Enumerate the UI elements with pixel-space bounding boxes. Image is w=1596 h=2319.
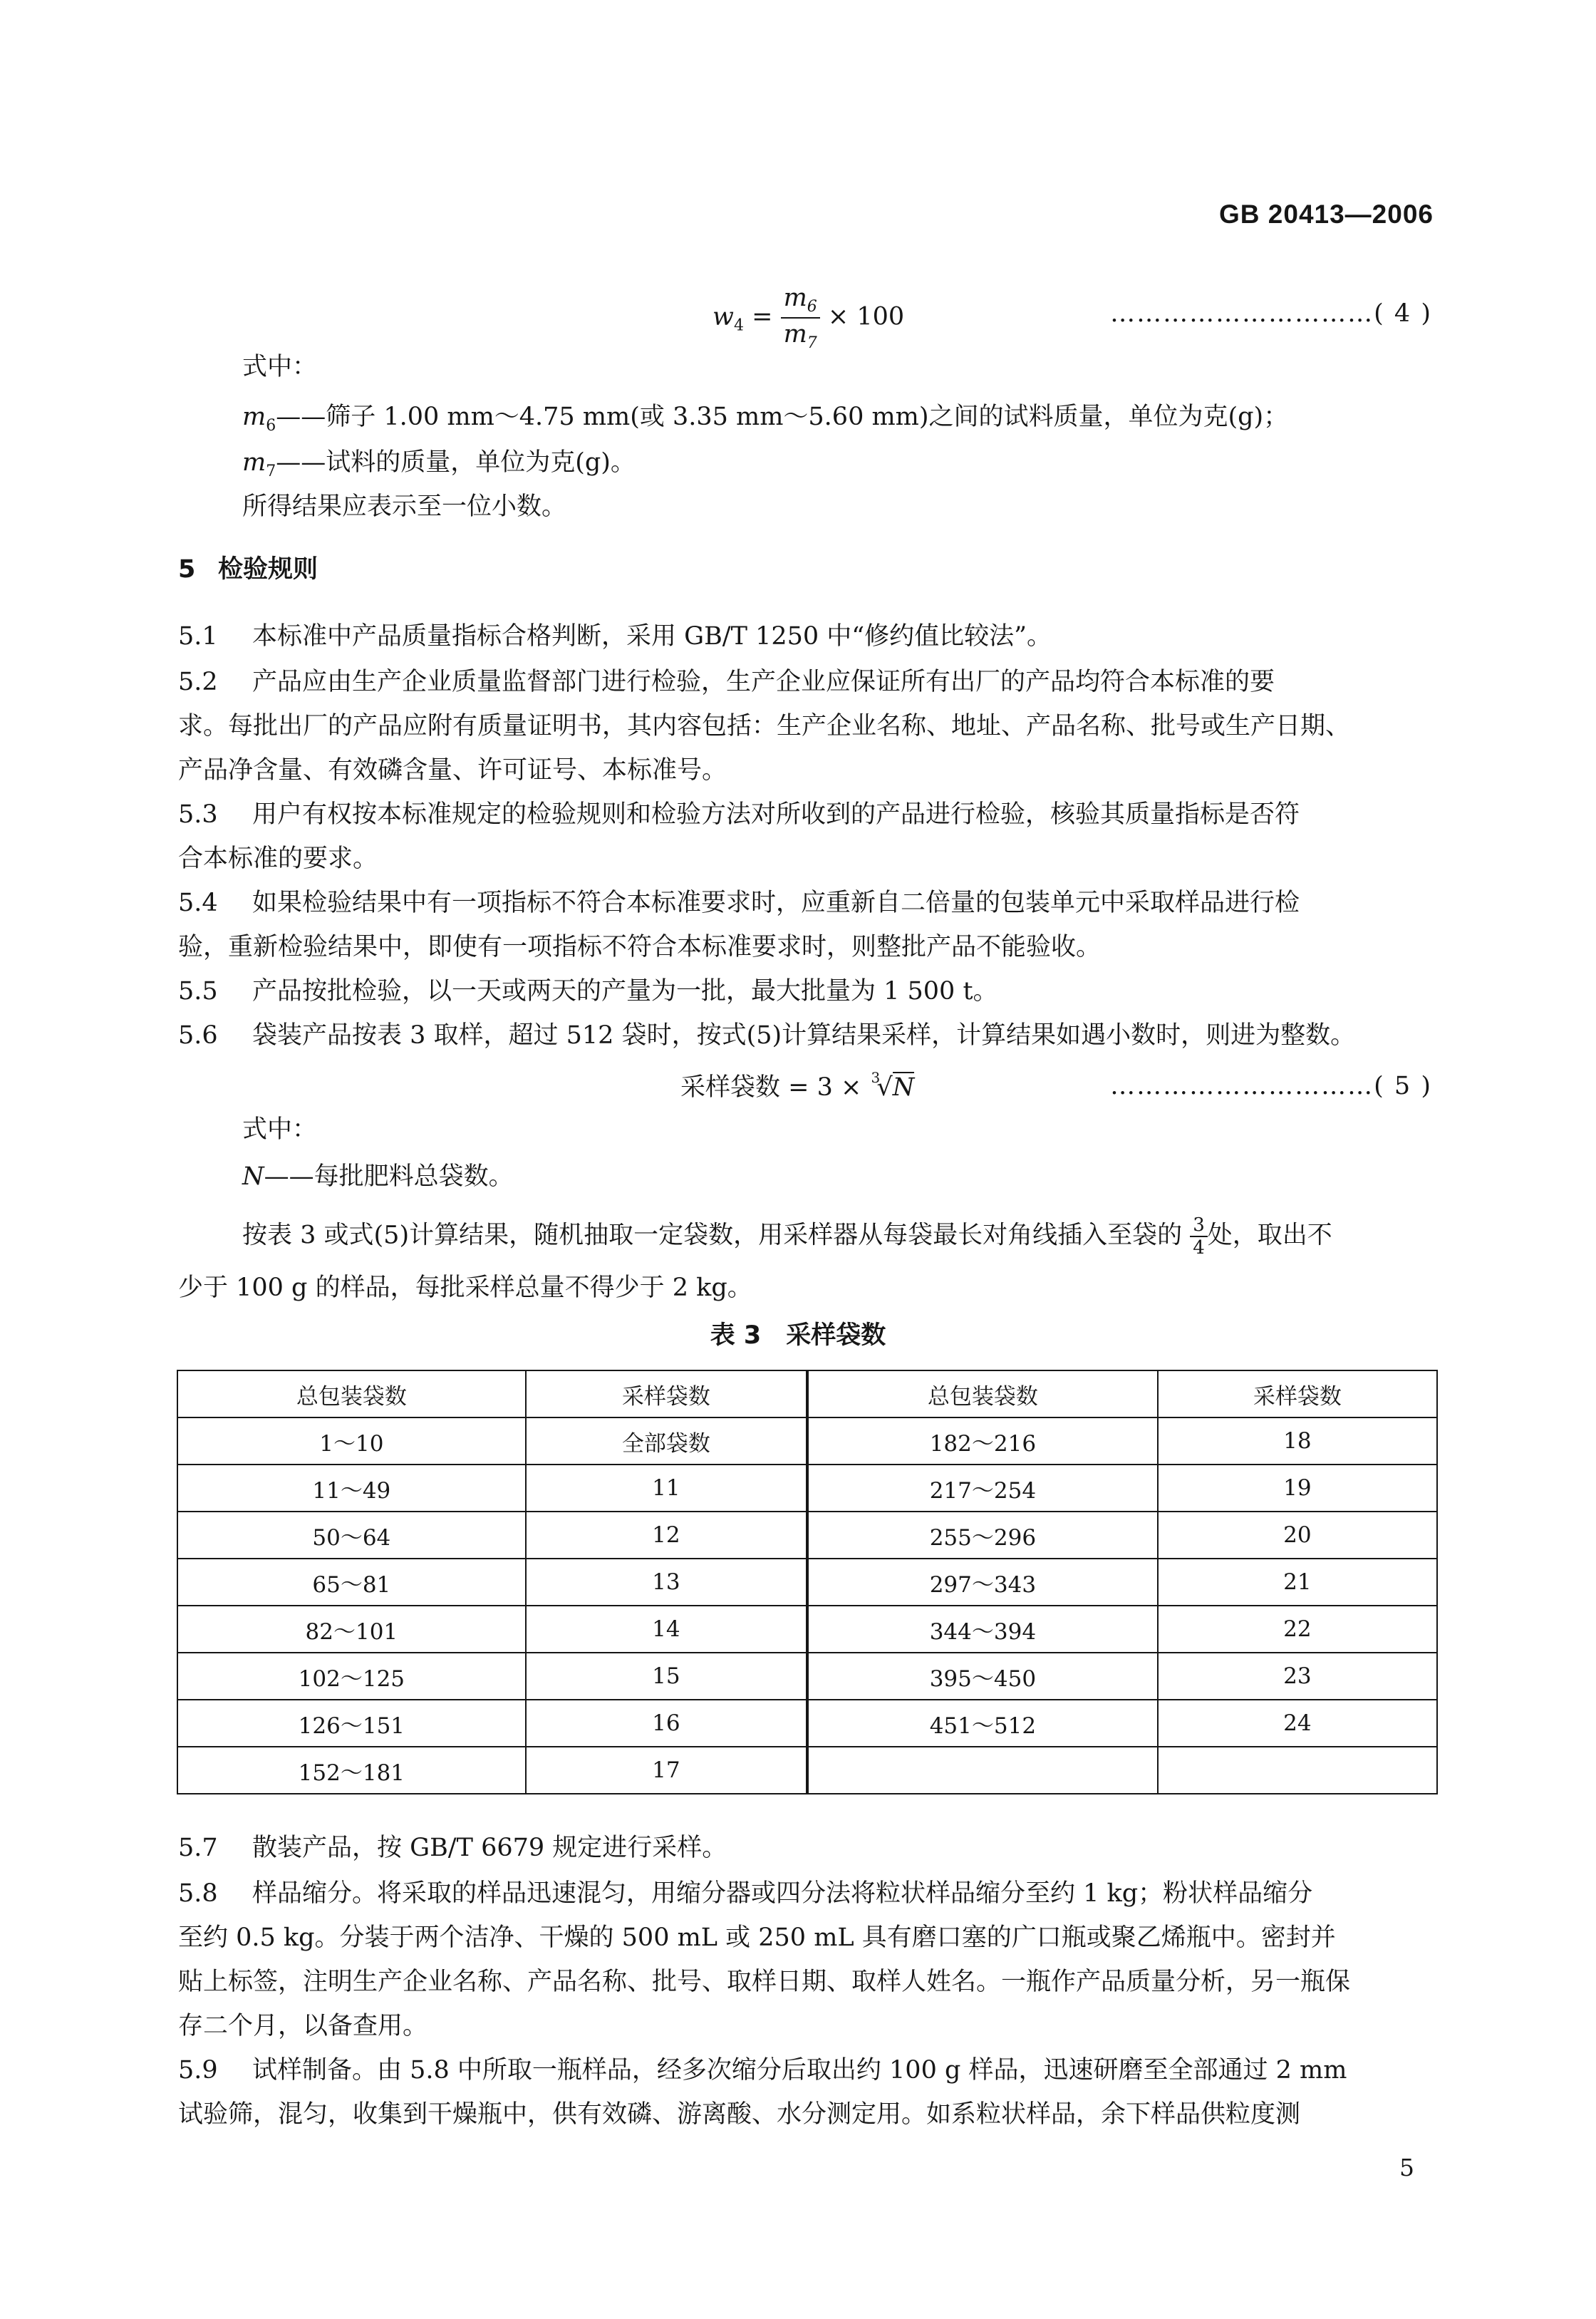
clause-5-2-line-2: 求。每批出厂的产品应附有质量证明书，其内容包括：生产企业名称、地址、产品名称、批号或生产日期、 — [178, 712, 1351, 740]
clause-5-4: 5.4 如果检验结果中有一项指标不符合本标准要求时，应重新自二倍量的包装单元中采取样品进行检 — [178, 889, 1300, 917]
formula-5: 采样袋数 = 3 × 3 √N — [680, 1069, 915, 1102]
clause-5-3-line-2: 合本标准的要求。 — [178, 845, 378, 873]
header-total-bags-2: 总包装袋数 — [807, 1370, 1158, 1417]
table-cell: 11 — [526, 1465, 807, 1512]
clause-5-8-line-2: 至约 0.5 kg。分装于两个洁净、干燥的 500 mL 或 250 mL 具有磨口塞的广口瓶或聚乙烯瓶中。密封并 — [178, 1923, 1336, 1952]
table-cell: 20 — [1158, 1512, 1437, 1559]
def-n: N——每批肥料总袋数。 — [242, 1162, 514, 1191]
clause-5-2-line-3: 产品净含量、有效磷含量、许可证号、本标准号。 — [178, 756, 727, 785]
table-row — [177, 1417, 1437, 1465]
sampling-instruction-line-2: 少于 100 g 的样品，每批采样总量不得少于 2 kg。 — [178, 1274, 752, 1302]
table-cell: 24 — [1158, 1700, 1437, 1747]
table-cell: 17 — [526, 1747, 807, 1794]
header-total-bags: 总包装袋数 — [177, 1370, 526, 1417]
clause-5-4-line-2: 验，重新检验结果中，即使有一项指标不符合本标准要求时，则整批产品不能验收。 — [178, 933, 1102, 961]
equation-number-4: …………………………( 4 ) — [1110, 299, 1432, 328]
clause-5-8: 5.8 样品缩分。将采取的样品迅速混匀，用缩分器或四分法将粒状样品缩分至约 1 kg；粉状样品缩分 — [178, 1879, 1313, 1908]
clause-5-9-line-2: 试验筛，混匀，收集到干燥瓶中，供有效磷、游离酸、水分测定用。如系粒状样品，余下样品供粒度测 — [178, 2100, 1301, 2129]
page-number: 5 — [1399, 2154, 1414, 2181]
table-row — [177, 1653, 1437, 1700]
table-cell: 217～254 — [807, 1465, 1158, 1512]
section-5-heading: 5 检验规则 — [178, 555, 318, 584]
clause-5-8-line-4: 存二个月，以备查用。 — [178, 2012, 428, 2040]
table-cell: 14 — [526, 1606, 807, 1653]
table-cell: 395～450 — [807, 1653, 1158, 1700]
sampling-instruction: 按表 3 或式(5)计算结果，随机抽取一定袋数，用采样器从每袋最长对角线插入至袋的 $\frac{3}{4}$ 处，取出不 — [242, 1214, 1332, 1259]
table-cell: 全部袋数 — [526, 1417, 807, 1465]
clause-5-2: 5.2 产品应由生产企业质量监督部门进行检验，生产企业应保证所有出厂的产品均符合本标准的要 — [178, 668, 1275, 696]
table-3-caption: 表 3 采样袋数 — [710, 1321, 886, 1350]
table-cell: 13 — [526, 1559, 807, 1606]
formula-4: $w_4$ = $\frac{m_6}{m_7}$ × 100 — [712, 284, 905, 352]
clause-5-9: 5.9 试样制备。由 5.8 中所取一瓶样品，经多次缩分后取出约 100 g 样品，迅速研磨至全部通过 2 mm — [178, 2056, 1347, 2085]
table-cell: 344～394 — [807, 1606, 1158, 1653]
table-header-row — [177, 1370, 1437, 1417]
table-cell: 19 — [1158, 1465, 1437, 1512]
def-m6: $m_6——$筛子 1.00 mm～4.75 mm(或 3.35 mm～5.60 mm)之间的试料质量，单位为克(g)； — [242, 403, 1289, 435]
where-label-4: 式中： — [242, 353, 318, 381]
table-cell: 16 — [526, 1700, 807, 1747]
table-cell: 82～101 — [177, 1606, 526, 1653]
where-label-5: 式中： — [242, 1115, 318, 1144]
table-cell: 65～81 — [177, 1559, 526, 1606]
table-cell: 18 — [1158, 1417, 1437, 1465]
table-cell: 11～49 — [177, 1465, 526, 1512]
table-cell: 255～296 — [807, 1512, 1158, 1559]
sampling-table — [177, 1370, 1438, 1794]
table-row — [177, 1465, 1437, 1512]
table-cell: 21 — [1158, 1559, 1437, 1606]
table-cell: 451～512 — [807, 1700, 1158, 1747]
table-row — [177, 1747, 1437, 1794]
header-sample-bags: 采样袋数 — [526, 1370, 807, 1417]
table-cell: 12 — [526, 1512, 807, 1559]
clause-5-1: 5.1 本标准中产品质量指标合格判断，采用 GB/T 1250 中“修约值比较法”。 — [178, 622, 1052, 651]
cube-root: 3 √N — [871, 1069, 915, 1102]
clause-5-6: 5.6 袋装产品按表 3 取样，超过 512 袋时，按式(5)计算结果采样，计算结果如遇小数时，则进为整数。 — [178, 1021, 1356, 1050]
table-cell: 15 — [526, 1653, 807, 1700]
table-row — [177, 1559, 1437, 1606]
table-cell — [1158, 1747, 1437, 1794]
fraction-three-quarters: $\frac{3}{4}$ — [1190, 1216, 1208, 1257]
table-cell: 22 — [1158, 1606, 1437, 1653]
table-cell: 126～151 — [177, 1700, 526, 1747]
result-precision: 所得结果应表示至一位小数。 — [242, 492, 567, 521]
table-cell: 297～343 — [807, 1559, 1158, 1606]
table-row — [177, 1700, 1437, 1747]
table-row — [177, 1512, 1437, 1559]
formula-4-fraction: $\frac{m_6}{m_7}$ — [781, 284, 820, 352]
table-cell — [807, 1747, 1158, 1794]
standard-code: GB 20413—2006 — [1219, 200, 1434, 229]
def-m7: $m_7——$试料的质量，单位为克(g)。 — [242, 448, 636, 480]
clause-5-5: 5.5 产品按批检验，以一天或两天的产量为一批，最大批量为 1 500 t。 — [178, 977, 998, 1006]
equation-number-5: …………………………( 5 ) — [1110, 1072, 1432, 1100]
table-cell: 50～64 — [177, 1512, 526, 1559]
clause-5-7: 5.7 散装产品，按 GB/T 6679 规定进行采样。 — [178, 1834, 727, 1862]
table-cell: 152～181 — [177, 1747, 526, 1794]
clause-5-3: 5.3 用户有权按本标准规定的检验规则和检验方法对所收到的产品进行检验，核验其质量指标是否符 — [178, 800, 1300, 829]
table-cell: 182～216 — [807, 1417, 1158, 1465]
table-row — [177, 1606, 1437, 1653]
header-sample-bags-2: 采样袋数 — [1158, 1370, 1437, 1417]
table-cell: 102～125 — [177, 1653, 526, 1700]
table-cell: 23 — [1158, 1653, 1437, 1700]
clause-5-8-line-3: 贴上标签，注明生产企业名称、产品名称、批号、取样日期、取样人姓名。一瓶作产品质量分析，另一瓶保 — [178, 1968, 1351, 1996]
table-cell: 1～10 — [177, 1417, 526, 1465]
table-body — [177, 1417, 1437, 1794]
